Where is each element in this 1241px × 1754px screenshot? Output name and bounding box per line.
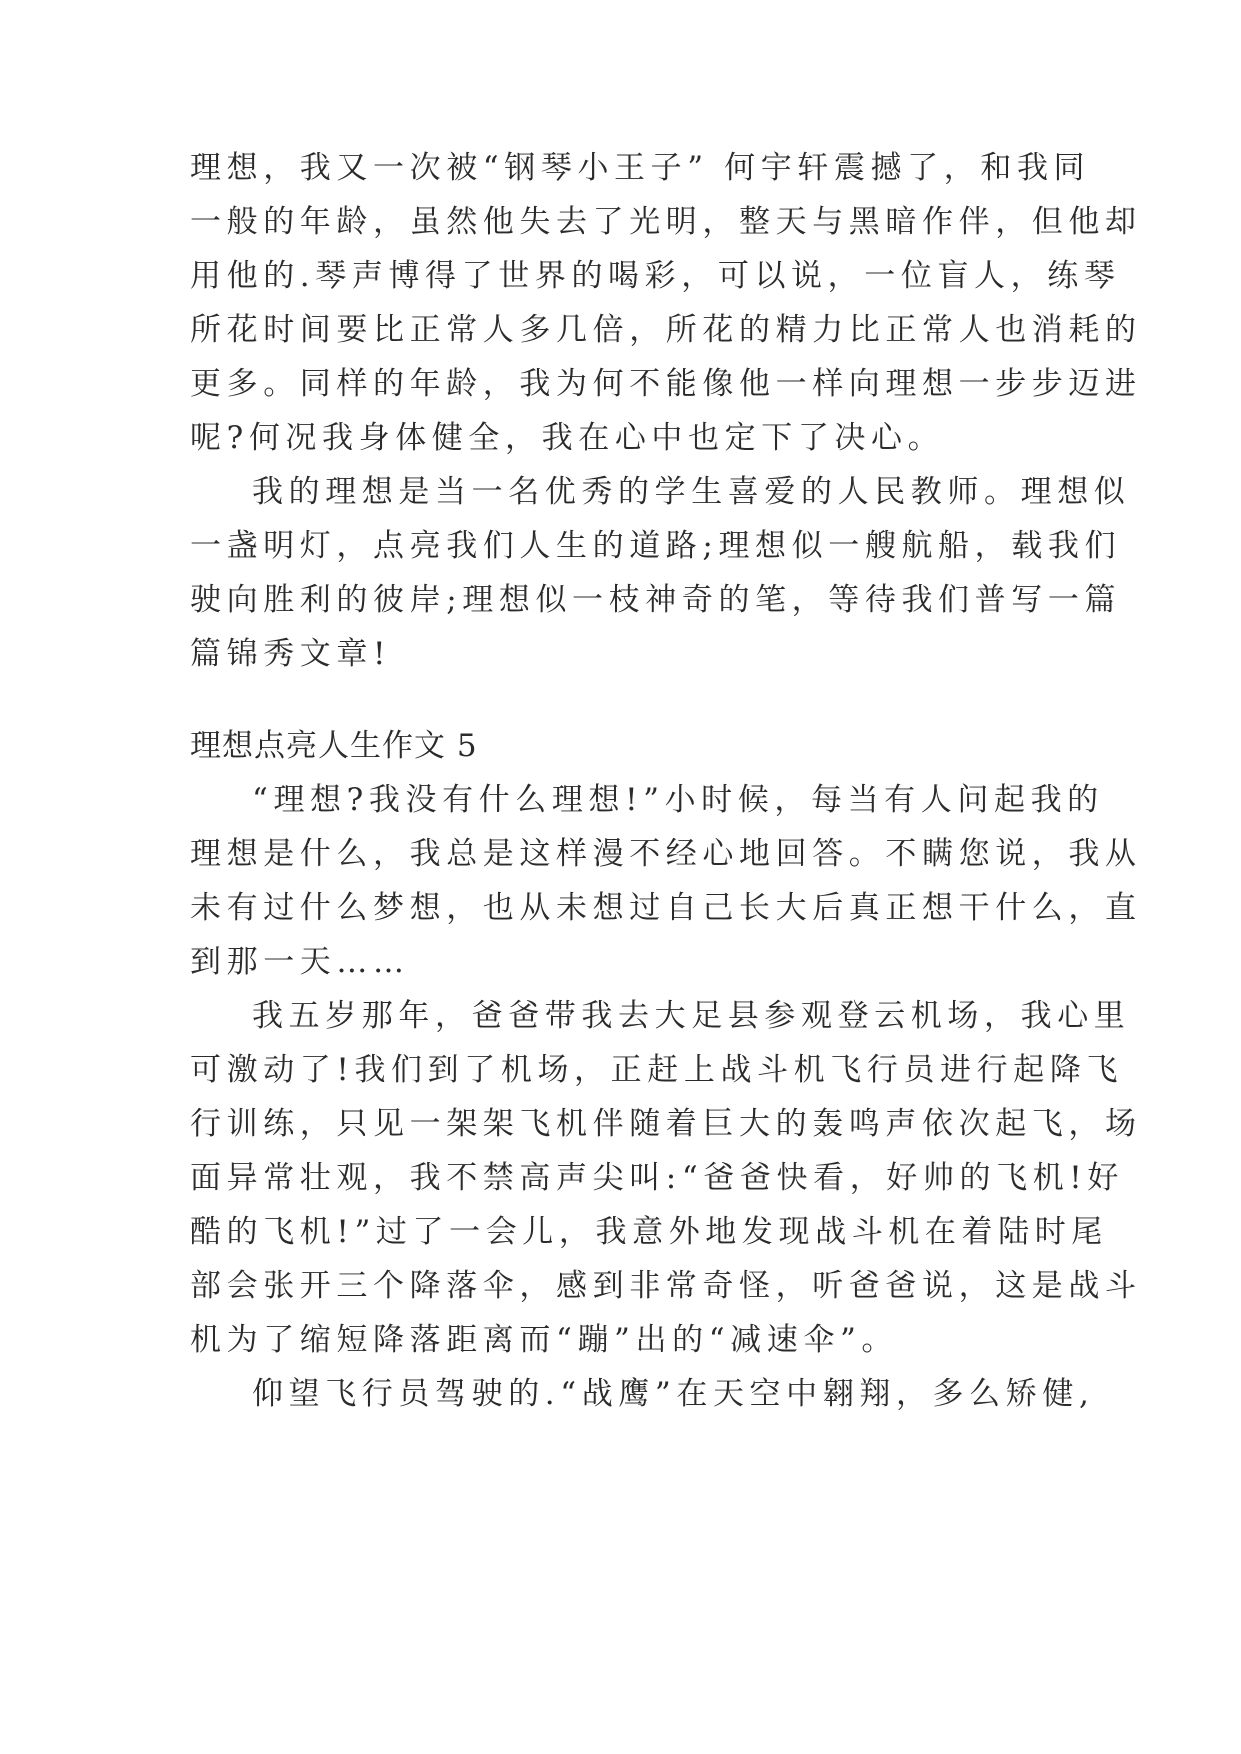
text-line: 驶向胜利的彼岸;理想似一枝神奇的笔，等待我们普写一篇 [190, 582, 1122, 618]
text-line: 呢?何况我身体健全，我在心中也定下了决心。 [190, 420, 945, 456]
text-line: 理想是什么，我总是这样漫不经心地回答。不瞒您说，我从 [190, 836, 1142, 872]
text-line: 一般的年龄，虽然他失去了光明，整天与黑暗作伴，但他却 [190, 204, 1142, 240]
section-heading: 理想点亮人生作文 5 [190, 728, 478, 764]
text-line: 机为了缩短降落距离而“蹦”出的“减速伞”。 [190, 1322, 898, 1358]
text-line: 更多。同样的年龄，我为何不能像他一样向理想一步步迈进 [190, 366, 1142, 402]
text-line: 行训练，只见一架架飞机伴随着巨大的轰鸣声依次起飞，场 [190, 1106, 1142, 1142]
text-line: 理想，我又一次被“钢琴小王子” 何宇轩震撼了，和我同 [190, 150, 1091, 186]
text-line: 到那一天…… [190, 944, 410, 980]
text-line: 我五岁那年，爸爸带我去大足县参观登云机场，我心里 [252, 998, 1131, 1034]
text-line: “理想?我没有什么理想!”小时候，每当有人问起我的 [252, 782, 1104, 818]
text-line: 部会张开三个降落伞，感到非常奇怪，听爸爸说，这是战斗 [190, 1268, 1142, 1304]
text-line: 一盏明灯，点亮我们人生的道路;理想似一艘航船，载我们 [190, 528, 1122, 564]
text-line: 我的理想是当一名优秀的学生喜爱的人民教师。理想似 [252, 474, 1131, 510]
text-line: 所花时间要比正常人多几倍，所花的精力比正常人也消耗的 [190, 312, 1142, 348]
text-line: 用他的.琴声博得了世界的喝彩，可以说，一位盲人，练琴 [190, 258, 1121, 294]
text-line: 可激动了!我们到了机场，正赶上战斗机飞行员进行起降飞 [190, 1052, 1124, 1088]
text-line: 仰望飞行员驾驶的.“战鹰”在天空中翱翔，多么矫健, [252, 1376, 1095, 1412]
text-line: 篇锦秀文章! [190, 636, 392, 672]
text-line: 未有过什么梦想，也从未想过自己长大后真正想干什么，直 [190, 890, 1142, 926]
text-line: 面异常壮观，我不禁高声尖叫:“爸爸快看，好帅的飞机!好 [190, 1160, 1124, 1196]
text-line: 酷的飞机!”过了一会儿，我意外地发现战斗机在着陆时尾 [190, 1214, 1108, 1250]
